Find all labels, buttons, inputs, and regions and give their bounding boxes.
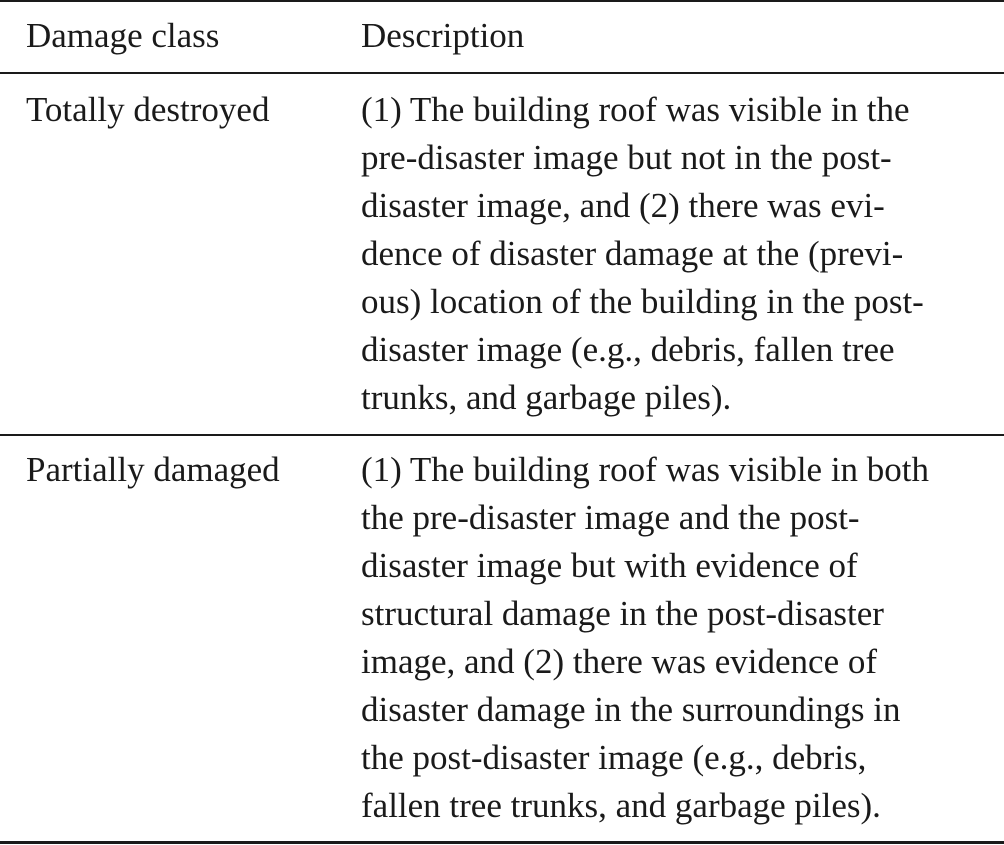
description-line: (1) The building roof was visible in both bbox=[361, 450, 930, 489]
header-rule bbox=[0, 72, 1004, 74]
description-cell bbox=[361, 446, 979, 830]
row-divider-rule bbox=[0, 434, 1004, 436]
description-line: the post-disaster image (e.g., debris, bbox=[361, 738, 867, 777]
description-line: fallen tree trunks, and garbage piles). bbox=[361, 786, 881, 825]
description-line: pre-disaster image but not in the post- bbox=[361, 138, 892, 177]
description-line: the pre-disaster image and the post- bbox=[361, 498, 860, 537]
description-line: trunks, and garbage piles). bbox=[361, 378, 732, 417]
description-cell bbox=[361, 86, 979, 422]
description-line: dence of disaster damage at the (previ- bbox=[361, 234, 904, 273]
damage-class-cell: Partially damaged bbox=[26, 450, 280, 489]
description-line: disaster image (e.g., debris, fallen tree bbox=[361, 330, 895, 369]
table-bottom-rule bbox=[0, 841, 1004, 844]
description-line: disaster damage in the surroundings in bbox=[361, 690, 901, 729]
description-line: structural damage in the post-disaster bbox=[361, 594, 884, 633]
damage-class-cell: Totally destroyed bbox=[26, 90, 270, 129]
description-line: (1) The building roof was visible in the bbox=[361, 90, 910, 129]
header-damage-class: Damage class bbox=[26, 16, 220, 55]
description-line: disaster image, and (2) there was evi- bbox=[361, 186, 885, 225]
description-line: image, and (2) there was evidence of bbox=[361, 642, 878, 681]
description-line: ous) location of the building in the post- bbox=[361, 282, 924, 321]
description-line: disaster image but with evidence of bbox=[361, 546, 858, 585]
table-top-rule bbox=[0, 0, 1004, 2]
header-description: Description bbox=[361, 16, 525, 55]
